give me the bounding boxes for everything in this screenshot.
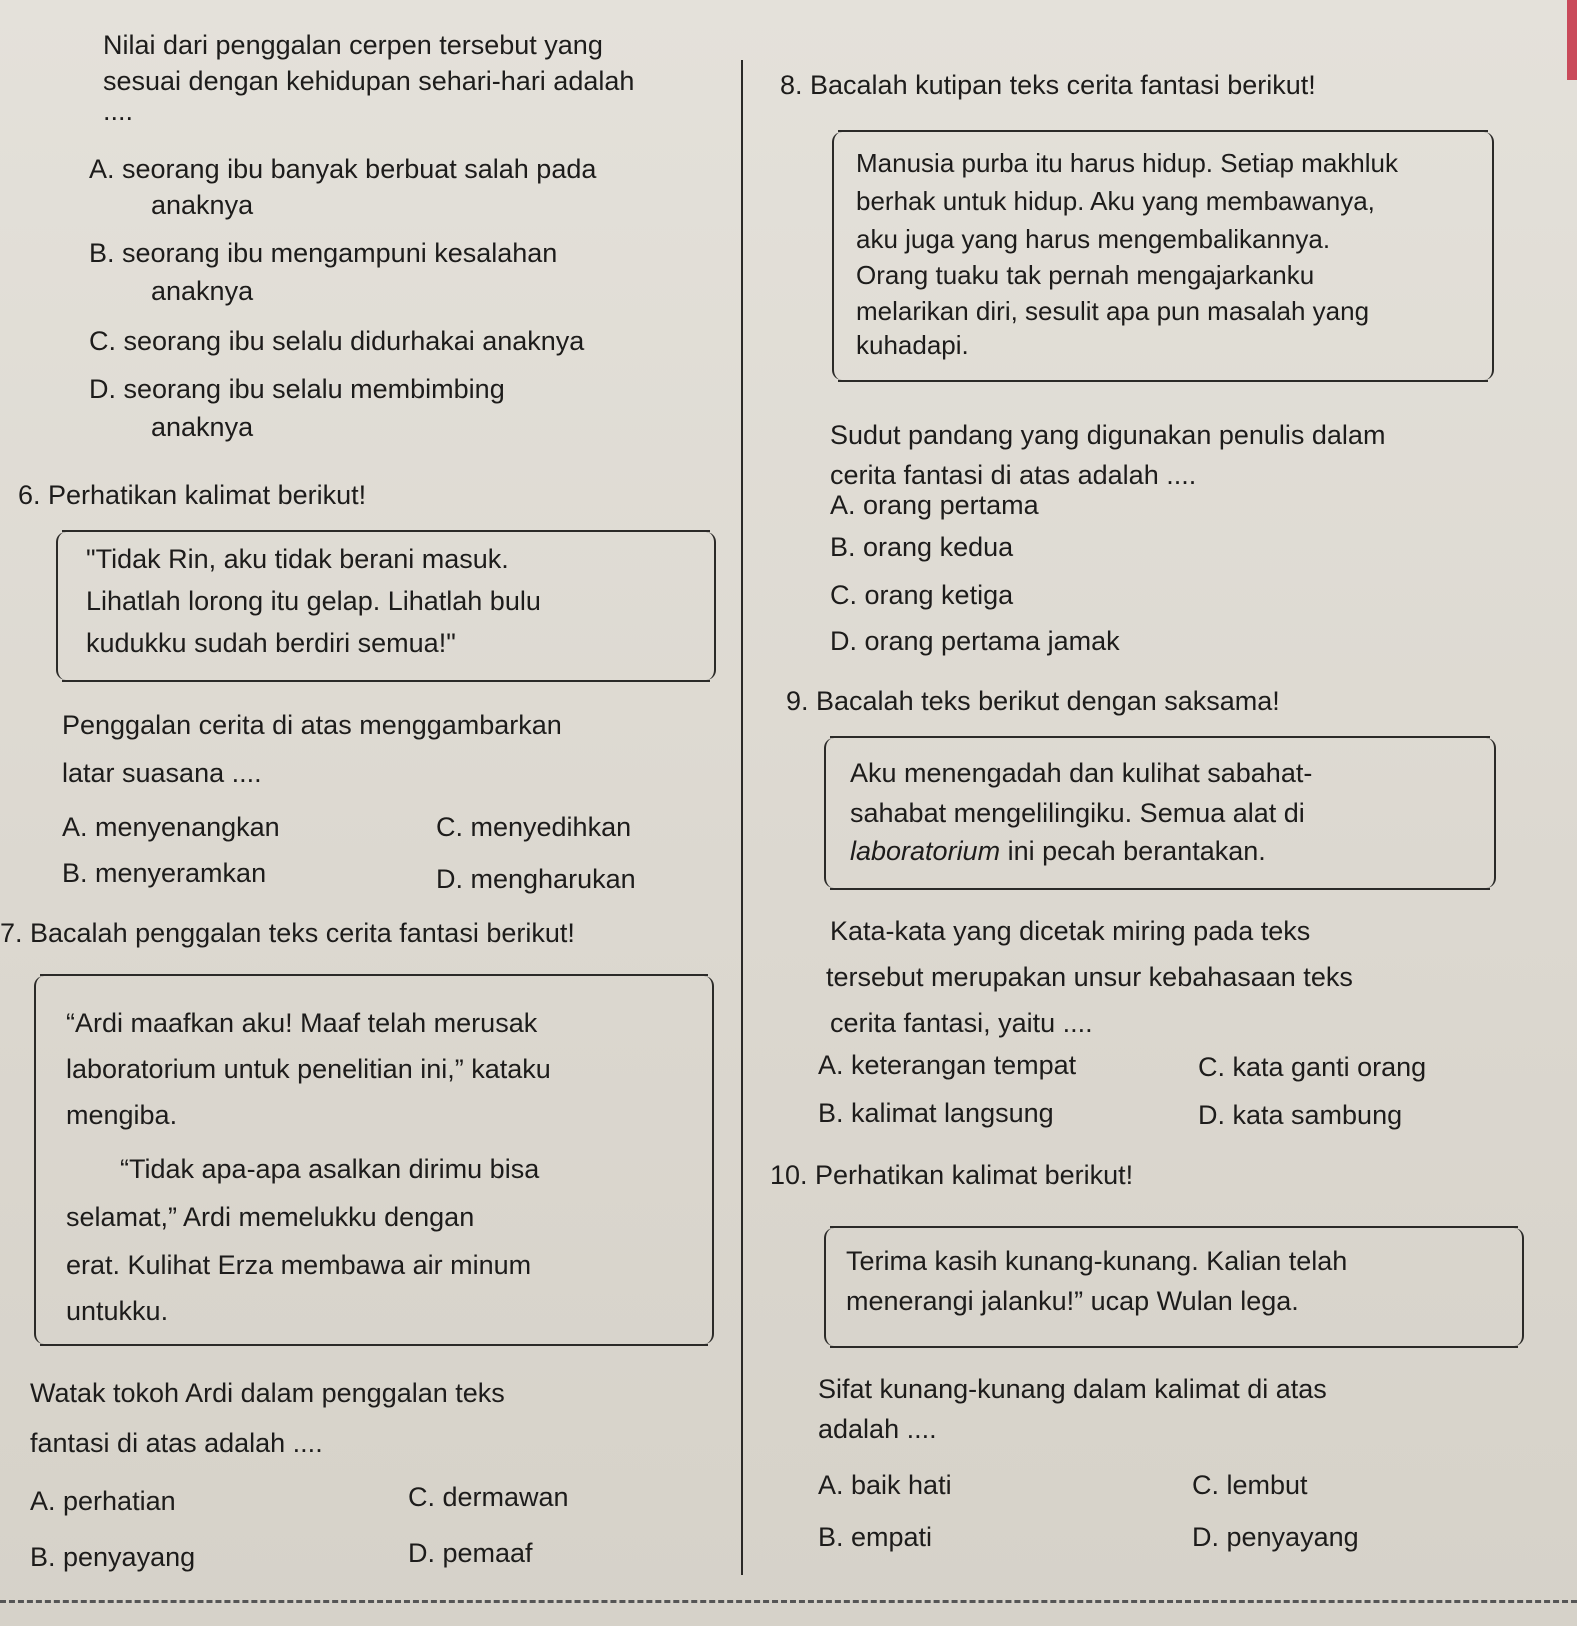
q10-quote-box (830, 1226, 1518, 1348)
q9-quote-line3 (850, 834, 1266, 868)
q5-option-d-cont: anaknya (151, 412, 254, 442)
q6-option-a[interactable]: A. menyenangkan (62, 812, 280, 842)
q8-stem: 8. Bacalah kutipan teks cerita fantasi berikut! (780, 70, 1316, 100)
q7-quote-line6: erat. Kulihat Erza membawa air minum (66, 1250, 532, 1280)
q5-stem-line1: Nilai dari penggalan cerpen tersebut yang (103, 30, 603, 60)
q5-stem-dots: .... (103, 96, 134, 126)
q5-option-a[interactable]: A. seorang ibu banyak berbuat salah pada (89, 154, 597, 184)
q5-option-c[interactable]: C. seorang ibu selalu didurhakai anaknya (89, 326, 585, 356)
q9-quote-line3-rest: ini pecah berantakan. (1000, 836, 1266, 866)
q9-option-a[interactable]: A. keterangan tempat (818, 1050, 1077, 1080)
q6-option-c[interactable]: C. menyedihkan (436, 812, 632, 842)
q5-stem-line2: sesuai dengan kehidupan sehari-hari adalah (103, 66, 635, 96)
q7-quote-line1: “Ardi maafkan aku! Maaf telah merusak (66, 1008, 538, 1038)
q8-quote-line5: melarikan diri, sesulit apa pun masalah yang (856, 296, 1370, 326)
q10-option-a[interactable]: A. baik hati (818, 1470, 952, 1500)
page-edge-strip (1567, 0, 1577, 80)
column-divider (741, 60, 743, 1575)
q6-option-b[interactable]: B. menyeramkan (62, 858, 267, 888)
q10-quote-line2: menerangi jalanku!” ucap Wulan lega. (846, 1286, 1299, 1316)
q7-option-d[interactable]: D. pemaaf (408, 1538, 533, 1568)
q7-quote-line3: mengiba. (66, 1100, 178, 1130)
q8-quote-line3: aku juga yang harus mengembalikannya. (856, 224, 1331, 254)
q10-stem: 10. Perhatikan kalimat berikut! (770, 1160, 1134, 1190)
q8-option-a[interactable]: A. orang pertama (830, 490, 1039, 520)
q7-prompt-line2: fantasi di atas adalah .... (30, 1428, 323, 1458)
q7-quote-box (40, 974, 708, 1346)
q7-quote-line4: “Tidak apa-apa asalkan dirimu bisa (120, 1154, 540, 1184)
q6-quote-line1: "Tidak Rin, aku tidak berani masuk. (86, 544, 509, 574)
q9-prompt-line2: tersebut merupakan unsur kebahasaan teks (826, 962, 1353, 992)
q6-stem: 6. Perhatikan kalimat berikut! (18, 480, 367, 510)
q5-option-a-cont: anaknya (151, 190, 254, 220)
q7-quote-line2: laboratorium untuk penelitian ini,” kataku (66, 1054, 551, 1084)
q5-option-b[interactable]: B. seorang ibu mengampuni kesalahan (89, 238, 558, 268)
q7-option-b[interactable]: B. penyayang (30, 1542, 196, 1572)
q10-quote-line1: Terima kasih kunang-kunang. Kalian telah (846, 1246, 1348, 1276)
q9-quote-line2: sahabat mengelilingiku. Semua alat di (850, 798, 1305, 828)
q7-stem: 7. Bacalah penggalan teks cerita fantasi berikut! (0, 918, 575, 948)
q9-prompt-line3: cerita fantasi, yaitu .... (830, 1008, 1093, 1038)
q9-quote-line1: Aku menengadah dan kulihat sabahat- (850, 758, 1313, 788)
q9-option-c[interactable]: C. kata ganti orang (1198, 1052, 1427, 1082)
q6-quote-box (62, 530, 710, 682)
q10-option-c[interactable]: C. lembut (1192, 1470, 1308, 1500)
q5-option-b-cont: anaknya (151, 276, 254, 306)
q5-option-d[interactable]: D. seorang ibu selalu membimbing (89, 374, 505, 404)
q9-italic-word: laboratorium (850, 836, 1001, 866)
q9-stem: 9. Bacalah teks berikut dengan saksama! (786, 686, 1280, 716)
q8-quote-box (838, 130, 1488, 382)
q6-prompt-line2: latar suasana .... (62, 758, 262, 788)
q9-option-b[interactable]: B. kalimat langsung (818, 1098, 1054, 1128)
q8-option-b[interactable]: B. orang kedua (830, 532, 1014, 562)
q7-quote-line5: selamat,” Ardi memelukku dengan (66, 1202, 475, 1232)
q10-prompt-line2: adalah .... (818, 1414, 937, 1444)
q8-prompt-line2: cerita fantasi di atas adalah .... (830, 460, 1197, 490)
q9-option-d[interactable]: D. kata sambung (1198, 1100, 1403, 1130)
q6-quote-line2: Lihatlah lorong itu gelap. Lihatlah bulu (86, 586, 541, 616)
q8-quote-line6: kuhadapi. (856, 330, 969, 360)
q8-quote-line1: Manusia purba itu harus hidup. Setiap makhluk (856, 148, 1398, 178)
q6-option-d[interactable]: D. mengharukan (436, 864, 636, 894)
q10-prompt-line1: Sifat kunang-kunang dalam kalimat di atas (818, 1374, 1327, 1404)
q8-option-c[interactable]: C. orang ketiga (830, 580, 1014, 610)
q7-quote-line7: untukku. (66, 1296, 169, 1326)
bottom-dashed-rule (0, 1600, 1577, 1603)
q8-quote-line4: Orang tuaku tak pernah mengajarkanku (856, 260, 1315, 290)
q6-prompt-line1: Penggalan cerita di atas menggambarkan (62, 710, 562, 740)
q7-option-a[interactable]: A. perhatian (30, 1486, 176, 1516)
q9-quote-box (830, 736, 1490, 890)
q7-option-c[interactable]: C. dermawan (408, 1482, 569, 1512)
q7-prompt-line1: Watak tokoh Ardi dalam penggalan teks (30, 1378, 505, 1408)
q9-prompt-line1: Kata-kata yang dicetak miring pada teks (830, 916, 1311, 946)
q8-prompt-line1: Sudut pandang yang digunakan penulis dalam (830, 420, 1386, 450)
q8-quote-line2: berhak untuk hidup. Aku yang membawanya, (856, 186, 1375, 216)
q8-option-d[interactable]: D. orang pertama jamak (830, 626, 1120, 656)
q6-quote-line3: kudukku sudah berdiri semua!" (86, 628, 456, 658)
q10-option-d[interactable]: D. penyayang (1192, 1522, 1359, 1552)
q10-option-b[interactable]: B. empati (818, 1522, 933, 1552)
